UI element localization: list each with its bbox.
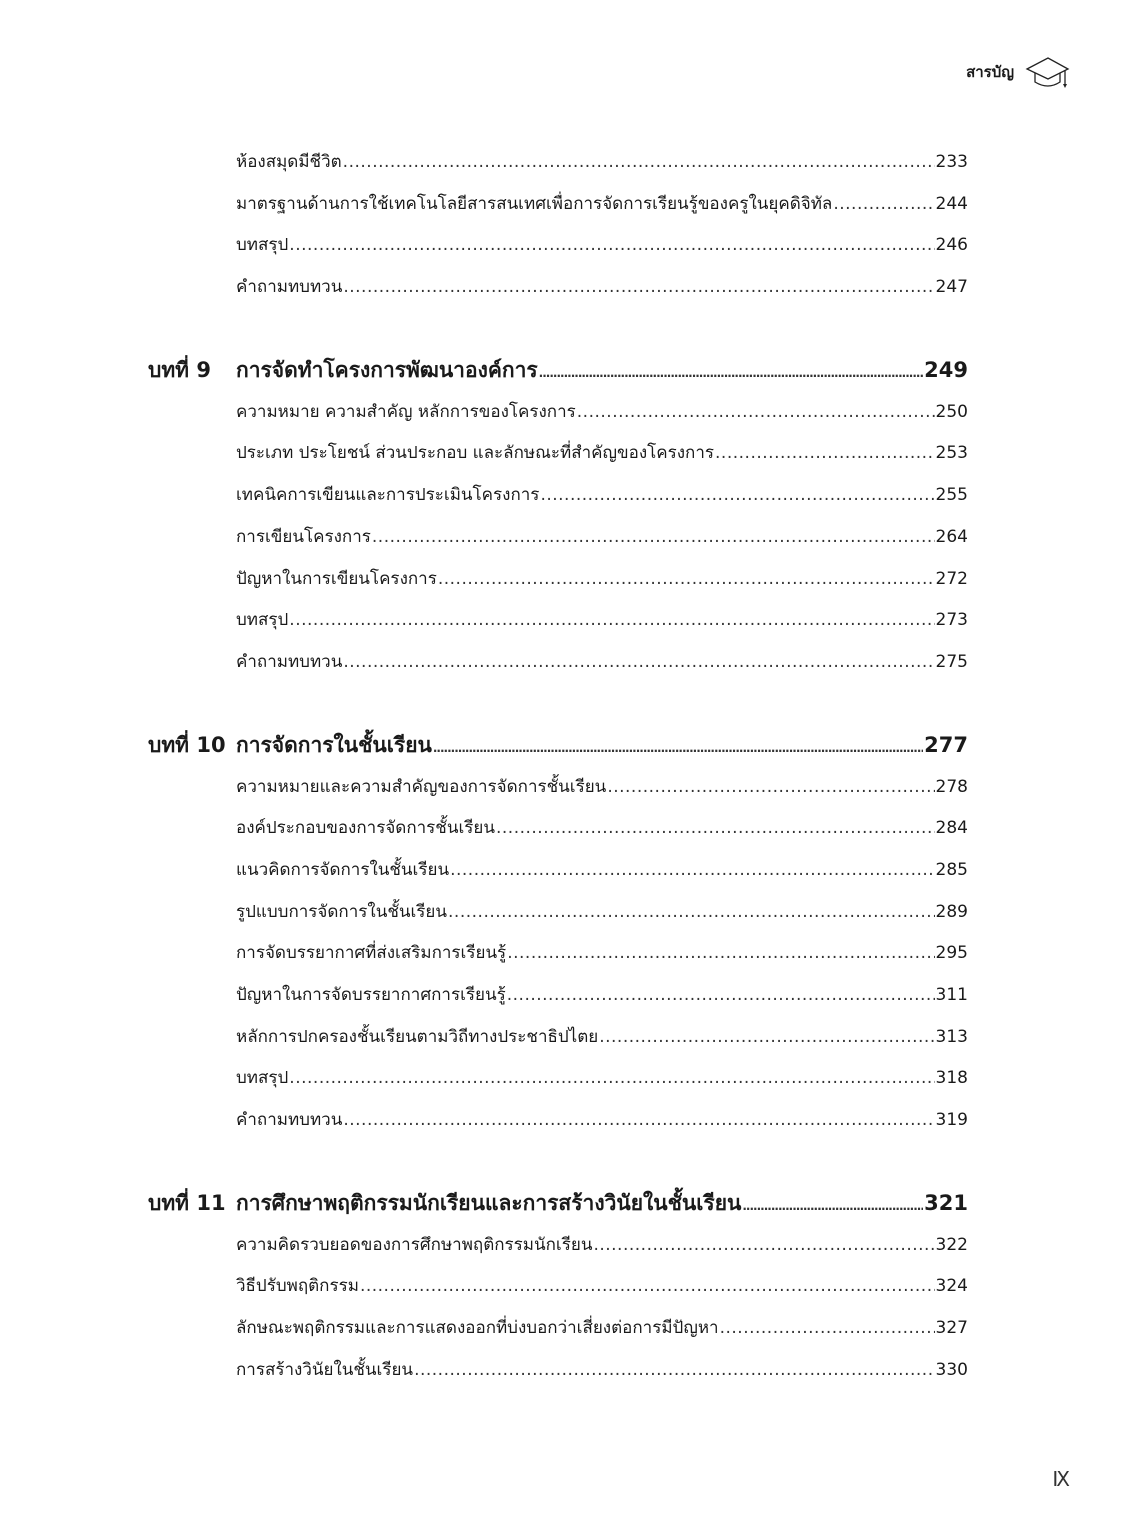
- dot-leader: [448, 892, 935, 934]
- toc-entry[interactable]: [148, 267, 968, 309]
- toc-entry-page: 244: [935, 193, 968, 214]
- toc-entry-page: 246: [935, 235, 968, 256]
- toc-entry-title: มาตรฐานด้านการใช้เทคโนโลยีสารสนเทศเพื่อการจัดการเรียนรู้ของครูในยุคดิจิทัล: [236, 193, 833, 214]
- toc-entry-page: 322: [935, 1234, 968, 1255]
- toc-entry-page: 255: [935, 485, 968, 506]
- toc-entry-page: 327: [935, 1318, 968, 1339]
- dot-leader: [833, 184, 934, 226]
- toc-entry-page: 233: [935, 152, 968, 172]
- toc-entry[interactable]: [148, 475, 968, 517]
- toc-entry-page: 273: [935, 610, 968, 631]
- dot-leader: [507, 933, 934, 975]
- toc-entry-title: เทคนิคการเขียนและการประเมินโครงการ: [236, 485, 540, 506]
- dot-leader: [507, 975, 935, 1017]
- toc-entry-title: องค์ประกอบของการจัดการชั้นเรียน: [236, 818, 495, 839]
- chapter-heading-9[interactable]: [148, 348, 968, 392]
- dot-leader: [715, 433, 935, 475]
- dot-leader: [450, 850, 934, 892]
- toc-entry[interactable]: [148, 142, 968, 184]
- toc-entry[interactable]: [148, 892, 968, 934]
- toc-entry[interactable]: [148, 517, 968, 559]
- toc-entry[interactable]: [148, 1225, 968, 1267]
- toc-entry[interactable]: [148, 1017, 968, 1059]
- dot-leader: [599, 1017, 934, 1059]
- toc-entry-page: 284: [935, 818, 968, 839]
- toc-entry[interactable]: [148, 767, 968, 809]
- toc-entry-page: 275: [935, 651, 968, 672]
- toc-entry-page: 253: [935, 443, 968, 464]
- dot-leader: [496, 808, 935, 850]
- dot-leader: [360, 1266, 935, 1308]
- toc-entry[interactable]: [148, 433, 968, 475]
- toc-entry-page: 295: [935, 943, 968, 964]
- toc-entry-title: ความคิดรวบยอดของการศึกษาพฤติกรรมนักเรียน: [236, 1234, 593, 1255]
- toc-entry-title: ปัญหาในการเขียนโครงการ: [236, 568, 437, 589]
- toc-entry-page: 247: [935, 277, 968, 298]
- dot-leader: [539, 348, 923, 395]
- toc-entry[interactable]: [148, 600, 968, 642]
- toc-entry[interactable]: [148, 559, 968, 601]
- toc-entry-page: 311: [935, 985, 968, 1005]
- dot-leader: [540, 475, 934, 517]
- toc-entry-page: 278: [935, 776, 968, 797]
- toc-entry-title: ห้องสมุดมีชีวิต: [236, 152, 342, 172]
- toc-entry[interactable]: [148, 184, 968, 226]
- dot-leader: [289, 1058, 934, 1100]
- toc-entry-page: 289: [935, 901, 968, 922]
- dot-leader: [343, 142, 935, 184]
- dot-leader: [607, 767, 934, 809]
- toc-entry-title: ลักษณะพฤติกรรมและการแสดงออกที่บ่งบอกว่าเสี่ยงต่อการมีปัญหา: [236, 1318, 719, 1339]
- dot-leader: [343, 642, 934, 684]
- toc-entry-page: 324: [935, 1276, 968, 1297]
- toc-entry[interactable]: [148, 225, 968, 267]
- toc-entry[interactable]: [148, 808, 968, 850]
- dot-leader: [414, 1350, 934, 1392]
- toc-entry-title: บทสรุป: [236, 235, 289, 256]
- chapter-title: การจัดทำโครงการพัฒนาองค์การ: [236, 357, 538, 382]
- toc-entry[interactable]: [148, 1308, 968, 1350]
- page-header: [966, 52, 1070, 92]
- toc-entry-page: 318: [935, 1068, 968, 1089]
- chapter-heading-11[interactable]: [148, 1181, 968, 1225]
- toc-entry-title: ความหมายและความสำคัญของการจัดการชั้นเรียน: [236, 776, 607, 797]
- chapter-number: บทที่ 10: [148, 732, 226, 757]
- chapter-number: บทที่ 11: [148, 1190, 226, 1215]
- chapter-title: การจัดการในชั้นเรียน: [236, 732, 432, 757]
- toc-entry-title: การเขียนโครงการ: [236, 526, 371, 547]
- toc-entry[interactable]: [148, 1100, 968, 1142]
- toc-entry-title: รูปแบบการจัดการในชั้นเรียน: [236, 901, 448, 922]
- dot-leader: [372, 517, 935, 559]
- toc-entry-title: แนวคิดการจัดการในชั้นเรียน: [236, 859, 450, 880]
- toc-entry-title: วิธีปรับพฤติกรรม: [236, 1276, 359, 1297]
- chapter-page: 249: [924, 357, 968, 382]
- dot-leader: [343, 267, 934, 309]
- toc-entry[interactable]: [148, 1266, 968, 1308]
- toc-entry-page: 313: [935, 1026, 968, 1047]
- toc-entry-page: 319: [935, 1110, 968, 1131]
- dot-leader: [438, 559, 935, 601]
- toc-entry-page: 285: [935, 859, 968, 880]
- toc-entry-page: 272: [935, 568, 968, 589]
- toc-entry-title: ความหมาย ความสำคัญ หลักการของโครงการ: [236, 401, 576, 422]
- chapter-number: บทที่ 9: [148, 357, 211, 382]
- toc-entry-title: ประเภท ประโยชน์ ส่วนประกอบ และลักษณะที่สำคัญของโครงการ: [236, 443, 715, 464]
- toc-entry-page: 264: [935, 526, 968, 547]
- dot-leader: [289, 600, 934, 642]
- section-title: สารบัญ: [966, 63, 1014, 81]
- dot-leader: [343, 1100, 934, 1142]
- toc-entry-title: คำถามทบทวน: [236, 651, 343, 672]
- chapter-heading-10[interactable]: [148, 723, 968, 767]
- toc-entry[interactable]: [148, 933, 968, 975]
- toc-entry[interactable]: [148, 850, 968, 892]
- dot-leader: [720, 1308, 935, 1350]
- toc-entry-title: คำถามทบทวน: [236, 277, 343, 298]
- dot-leader: [593, 1225, 934, 1267]
- toc-entry[interactable]: [148, 1058, 968, 1100]
- toc-entry-title: ปัญหาในการจัดบรรยากาศการเรียนรู้: [236, 985, 506, 1005]
- dot-leader: [289, 225, 934, 267]
- toc-entry-title: หลักการปกครองชั้นเรียนตามวิถีทางประชาธิปไตย: [236, 1026, 599, 1047]
- toc-entry-title: บทสรุป: [236, 1068, 289, 1089]
- toc-entry-page: 330: [935, 1359, 968, 1380]
- dot-leader: [742, 1181, 923, 1228]
- chapter-title: การศึกษาพฤติกรรมนักเรียนและการสร้างวินัยในชั้นเรียน: [236, 1190, 742, 1215]
- toc-entry-page: 250: [935, 401, 968, 422]
- toc-entry-title: บทสรุป: [236, 610, 289, 631]
- dot-leader: [433, 723, 923, 770]
- graduation-cap-icon: [1024, 53, 1070, 91]
- chapter-page: 321: [924, 1190, 968, 1215]
- dot-leader: [577, 392, 935, 434]
- toc-entry[interactable]: [148, 975, 968, 1017]
- toc-entry-title: คำถามทบทวน: [236, 1110, 343, 1131]
- chapter-page: 277: [924, 732, 968, 757]
- toc-entry[interactable]: [148, 1350, 968, 1392]
- toc-entry-title: การจัดบรรยากาศที่ส่งเสริมการเรียนรู้: [236, 943, 507, 964]
- toc-entry[interactable]: [148, 392, 968, 434]
- toc-entry-title: การสร้างวินัยในชั้นเรียน: [236, 1359, 414, 1380]
- page-number: IX: [1052, 1467, 1068, 1491]
- toc-entry[interactable]: [148, 642, 968, 684]
- table-of-contents: [148, 142, 968, 1392]
